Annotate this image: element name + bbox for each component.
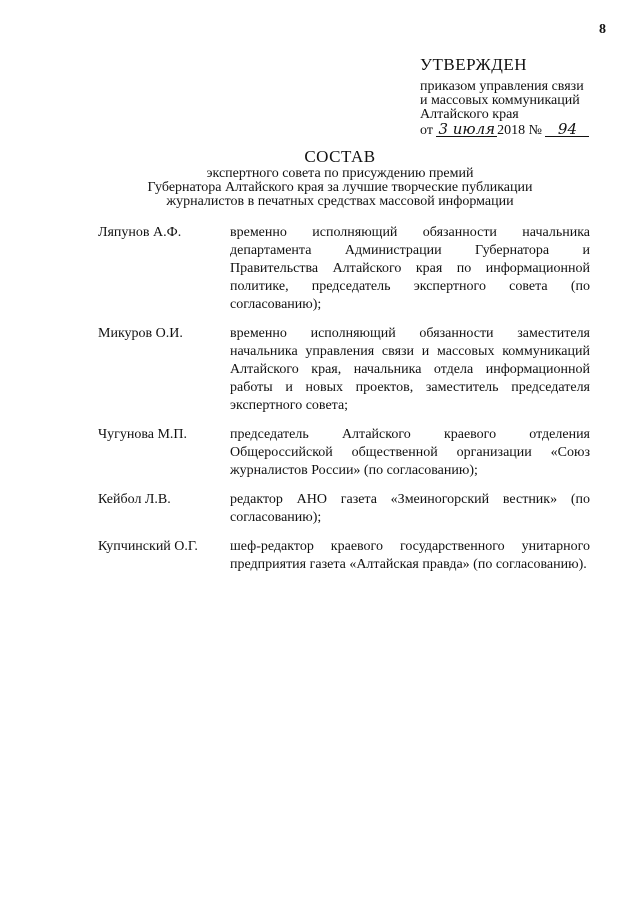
member-role: шеф-редактор краевого государственного унитарного предприятия газета «Алтайская правда» (по согласованию). — [230, 539, 590, 572]
heading-title: СОСТАВ — [304, 147, 376, 166]
handwritten-order-date: 3 июля — [438, 120, 496, 138]
members-list — [98, 224, 590, 585]
order-year: 2018 — [497, 123, 526, 138]
heading-line: Губернатора Алтайского края за лучшие творческие публикации — [147, 180, 533, 195]
member-role: временно исполняющий обязанности заместителя начальника управления связи и массовых коммуникаций Алтайского края, начальника отдела информационной работы и новых проектов, заместитель председателя экспертного совета; — [230, 326, 590, 413]
document-heading — [40, 147, 640, 209]
member-name: Купчинский О.Г. — [98, 539, 198, 554]
member-row — [98, 491, 590, 527]
member-name: Кейбол Л.В. — [98, 492, 171, 507]
approval-line: приказом управления связи — [420, 79, 584, 94]
approval-block — [420, 55, 620, 138]
approval-title: УТВЕРЖДЕН — [420, 55, 527, 74]
page-number: 8 — [599, 22, 606, 37]
member-name: Микуров О.И. — [98, 326, 183, 341]
heading-line: журналистов в печатных средствах массовой информации — [166, 194, 514, 209]
order-line — [420, 122, 620, 138]
member-row — [98, 538, 590, 574]
member-role: временно исполняющий обязанности начальника департамента Администрации Губернатора и Правительства Алтайского края по информационной политике, председатель экспертного совета (по согласованию); — [230, 225, 590, 312]
member-row — [98, 224, 590, 314]
handwritten-order-number: 94 — [545, 122, 589, 137]
order-prefix: от — [420, 123, 433, 138]
member-role: председатель Алтайского краевого отделения Общероссийской общественной организации «Союз журналистов России» (по согласованию); — [230, 427, 590, 478]
approval-line: и массовых коммуникаций — [420, 93, 580, 108]
member-name: Чугунова М.П. — [98, 427, 188, 442]
member-role: редактор АНО газета «Змеиногорский вестник» (по согласованию); — [230, 492, 590, 525]
order-number-sign: № — [528, 123, 542, 138]
member-name: Ляпунов А.Ф. — [98, 225, 182, 240]
heading-line: экспертного совета по присуждению премий — [206, 166, 474, 181]
approval-line: Алтайского края — [420, 107, 519, 122]
member-row — [98, 325, 590, 415]
member-row — [98, 426, 590, 480]
